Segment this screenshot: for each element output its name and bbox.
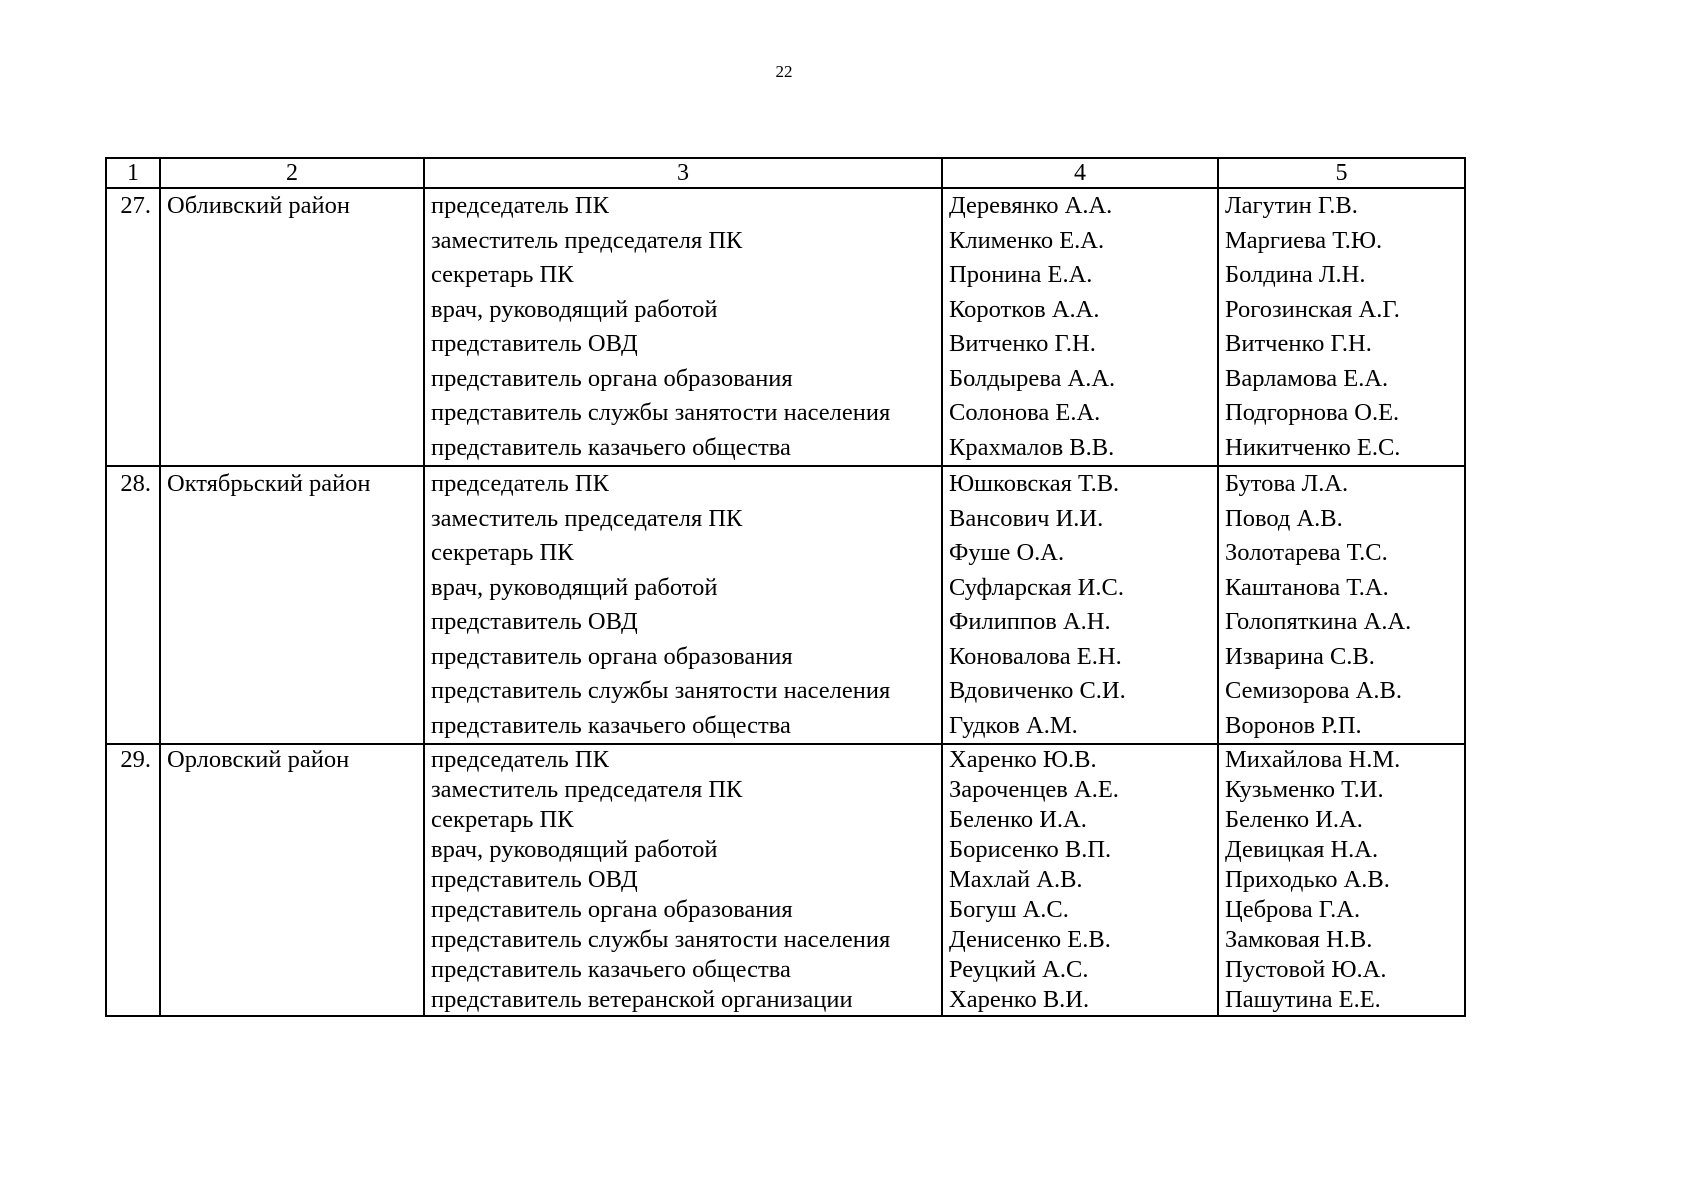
district-cell [160,188,424,466]
role-text: секретарь ПК [431,261,574,288]
header-cell: 3 [424,158,942,188]
reserve-member-name: Пашутина Е.Е. [1225,986,1381,1013]
reserve-member-name: Приходько А.В. [1225,866,1390,893]
member-name: Коновалова Е.Н. [949,642,1122,670]
col4-cell [942,188,1218,466]
col5-cell [1218,744,1465,1016]
reserve-member-name: Кузьменко Т.И. [1225,776,1384,803]
role-text: заместитель председателя ПК [431,776,743,803]
col4-cell [942,744,1218,1016]
role-text: заместитель председателя ПК [431,226,743,254]
page-number: 22 [775,62,793,81]
district-section-row [106,466,1465,744]
member-name: Гудков А.М. [949,711,1078,739]
member-name: Филиппов А.Н. [949,608,1111,635]
role-text: врач, руководящий работой [431,295,718,323]
section-number-text: 28. [120,470,151,497]
role-text: представитель ОВД [431,866,638,893]
col5-cell [1218,188,1465,466]
district-name: Октябрьский район [167,470,371,497]
role-text: председатель ПК [431,470,609,497]
role-text: заместитель председателя ПК [431,504,743,532]
reserve-member-name: Каштанова Т.А. [1225,573,1389,601]
header-cell: 2 [160,158,424,188]
reserve-member-name: Болдина Л.Н. [1225,261,1366,288]
section-number-text: 27. [120,192,151,219]
reserve-member-name: Никитченко Е.С. [1225,433,1401,461]
col3-cell [424,466,942,744]
role-text: представитель органа образования [431,364,793,392]
section-number [106,466,160,744]
reserve-member-name: Замковая Н.В. [1225,926,1373,953]
col3-cell [424,188,942,466]
col5-cell [1218,466,1465,744]
reserve-member-name: Воронов Р.П. [1225,711,1362,739]
member-name: Суфларская И.С. [949,573,1124,601]
member-name: Вдовиченко С.И. [949,677,1126,704]
section-number [106,188,160,466]
reserve-member-name: Изварина С.В. [1225,642,1375,670]
reserve-member-name: Михайлова Н.М. [1225,746,1401,773]
member-name: Махлай А.В. [949,866,1083,893]
member-name: Деревянко А.А. [949,192,1113,219]
reserve-member-name: Голопяткина А.А. [1225,608,1412,635]
table-body [106,188,1465,1016]
reserve-member-name: Подгорнова О.Е. [1225,399,1400,426]
role-text: представитель казачьего общества [431,711,791,739]
header-cell: 4 [942,158,1218,188]
district-cell [160,466,424,744]
reserve-member-name: Пустовой Ю.А. [1225,956,1387,983]
district-name: Обливский район [167,192,351,219]
member-name: Реуцкий А.С. [949,956,1089,983]
role-text: представитель ветеранской организации [431,986,853,1013]
district-section-row [106,744,1465,1016]
reserve-member-name: Варламова Е.А. [1225,364,1389,392]
member-name: Беленко И.А. [949,806,1087,833]
reserve-member-name: Рогозинская А.Г. [1225,295,1400,323]
member-name: Пронина Е.А. [949,261,1093,288]
reserve-member-name: Повод А.В. [1225,504,1343,532]
member-name: Денисенко Е.В. [949,926,1111,953]
role-text: представитель службы занятости населения [431,677,891,704]
member-name: Болдырева А.А. [949,364,1116,392]
role-text: представитель казачьего общества [431,956,791,983]
reserve-member-name: Девицкая Н.А. [1225,836,1379,863]
member-name: Клименко Е.А. [949,226,1105,254]
role-text: председатель ПК [431,746,609,773]
reserve-member-name: Лагутин Г.В. [1225,192,1358,219]
member-name: Юшковская Т.В. [949,470,1120,497]
role-text: врач, руководящий работой [431,573,718,601]
member-name: Харенко Ю.В. [949,746,1097,773]
district-cell [160,744,424,1016]
member-name: Харенко В.И. [949,986,1090,1013]
col3-cell [424,744,942,1016]
member-name: Солонова Е.А. [949,399,1101,426]
member-name: Борисенко В.П. [949,836,1112,863]
header-cell: 1 [106,158,160,188]
member-name: Крахмалов В.В. [949,433,1115,461]
table-header-row [106,158,1465,188]
district-name: Орловский район [167,746,350,773]
role-text: представитель ОВД [431,608,638,635]
role-text: секретарь ПК [431,539,574,566]
reserve-member-name: Маргиева Т.Ю. [1225,226,1383,254]
member-name: Витченко Г.Н. [949,330,1096,357]
district-section-row [106,188,1465,466]
role-text: представитель органа образования [431,896,793,923]
member-name: Фуше О.А. [949,539,1065,566]
role-text: представитель ОВД [431,330,638,357]
role-text: врач, руководящий работой [431,836,718,863]
member-name: Богуш А.С. [949,896,1069,923]
section-number [106,744,160,1016]
header-cell: 5 [1218,158,1465,188]
reserve-member-name: Цеброва Г.А. [1225,896,1361,923]
role-text: представитель органа образования [431,642,793,670]
reserve-member-name: Беленко И.А. [1225,806,1363,833]
role-text: представитель казачьего общества [431,433,791,461]
col4-cell [942,466,1218,744]
role-text: представитель службы занятости населения [431,399,891,426]
role-text: председатель ПК [431,192,609,219]
role-text: представитель службы занятости населения [431,926,891,953]
commission-table [105,157,1466,1017]
section-number-text: 29. [120,746,151,773]
reserve-member-name: Витченко Г.Н. [1225,330,1372,357]
reserve-member-name: Золотарева Т.С. [1225,539,1388,566]
role-text: секретарь ПК [431,806,574,833]
reserve-member-name: Бутова Л.А. [1225,470,1349,497]
member-name: Вансович И.И. [949,504,1104,532]
member-name: Коротков А.А. [949,295,1100,323]
reserve-member-name: Семизорова А.В. [1225,677,1402,704]
member-name: Зароченцев А.Е. [949,776,1119,803]
